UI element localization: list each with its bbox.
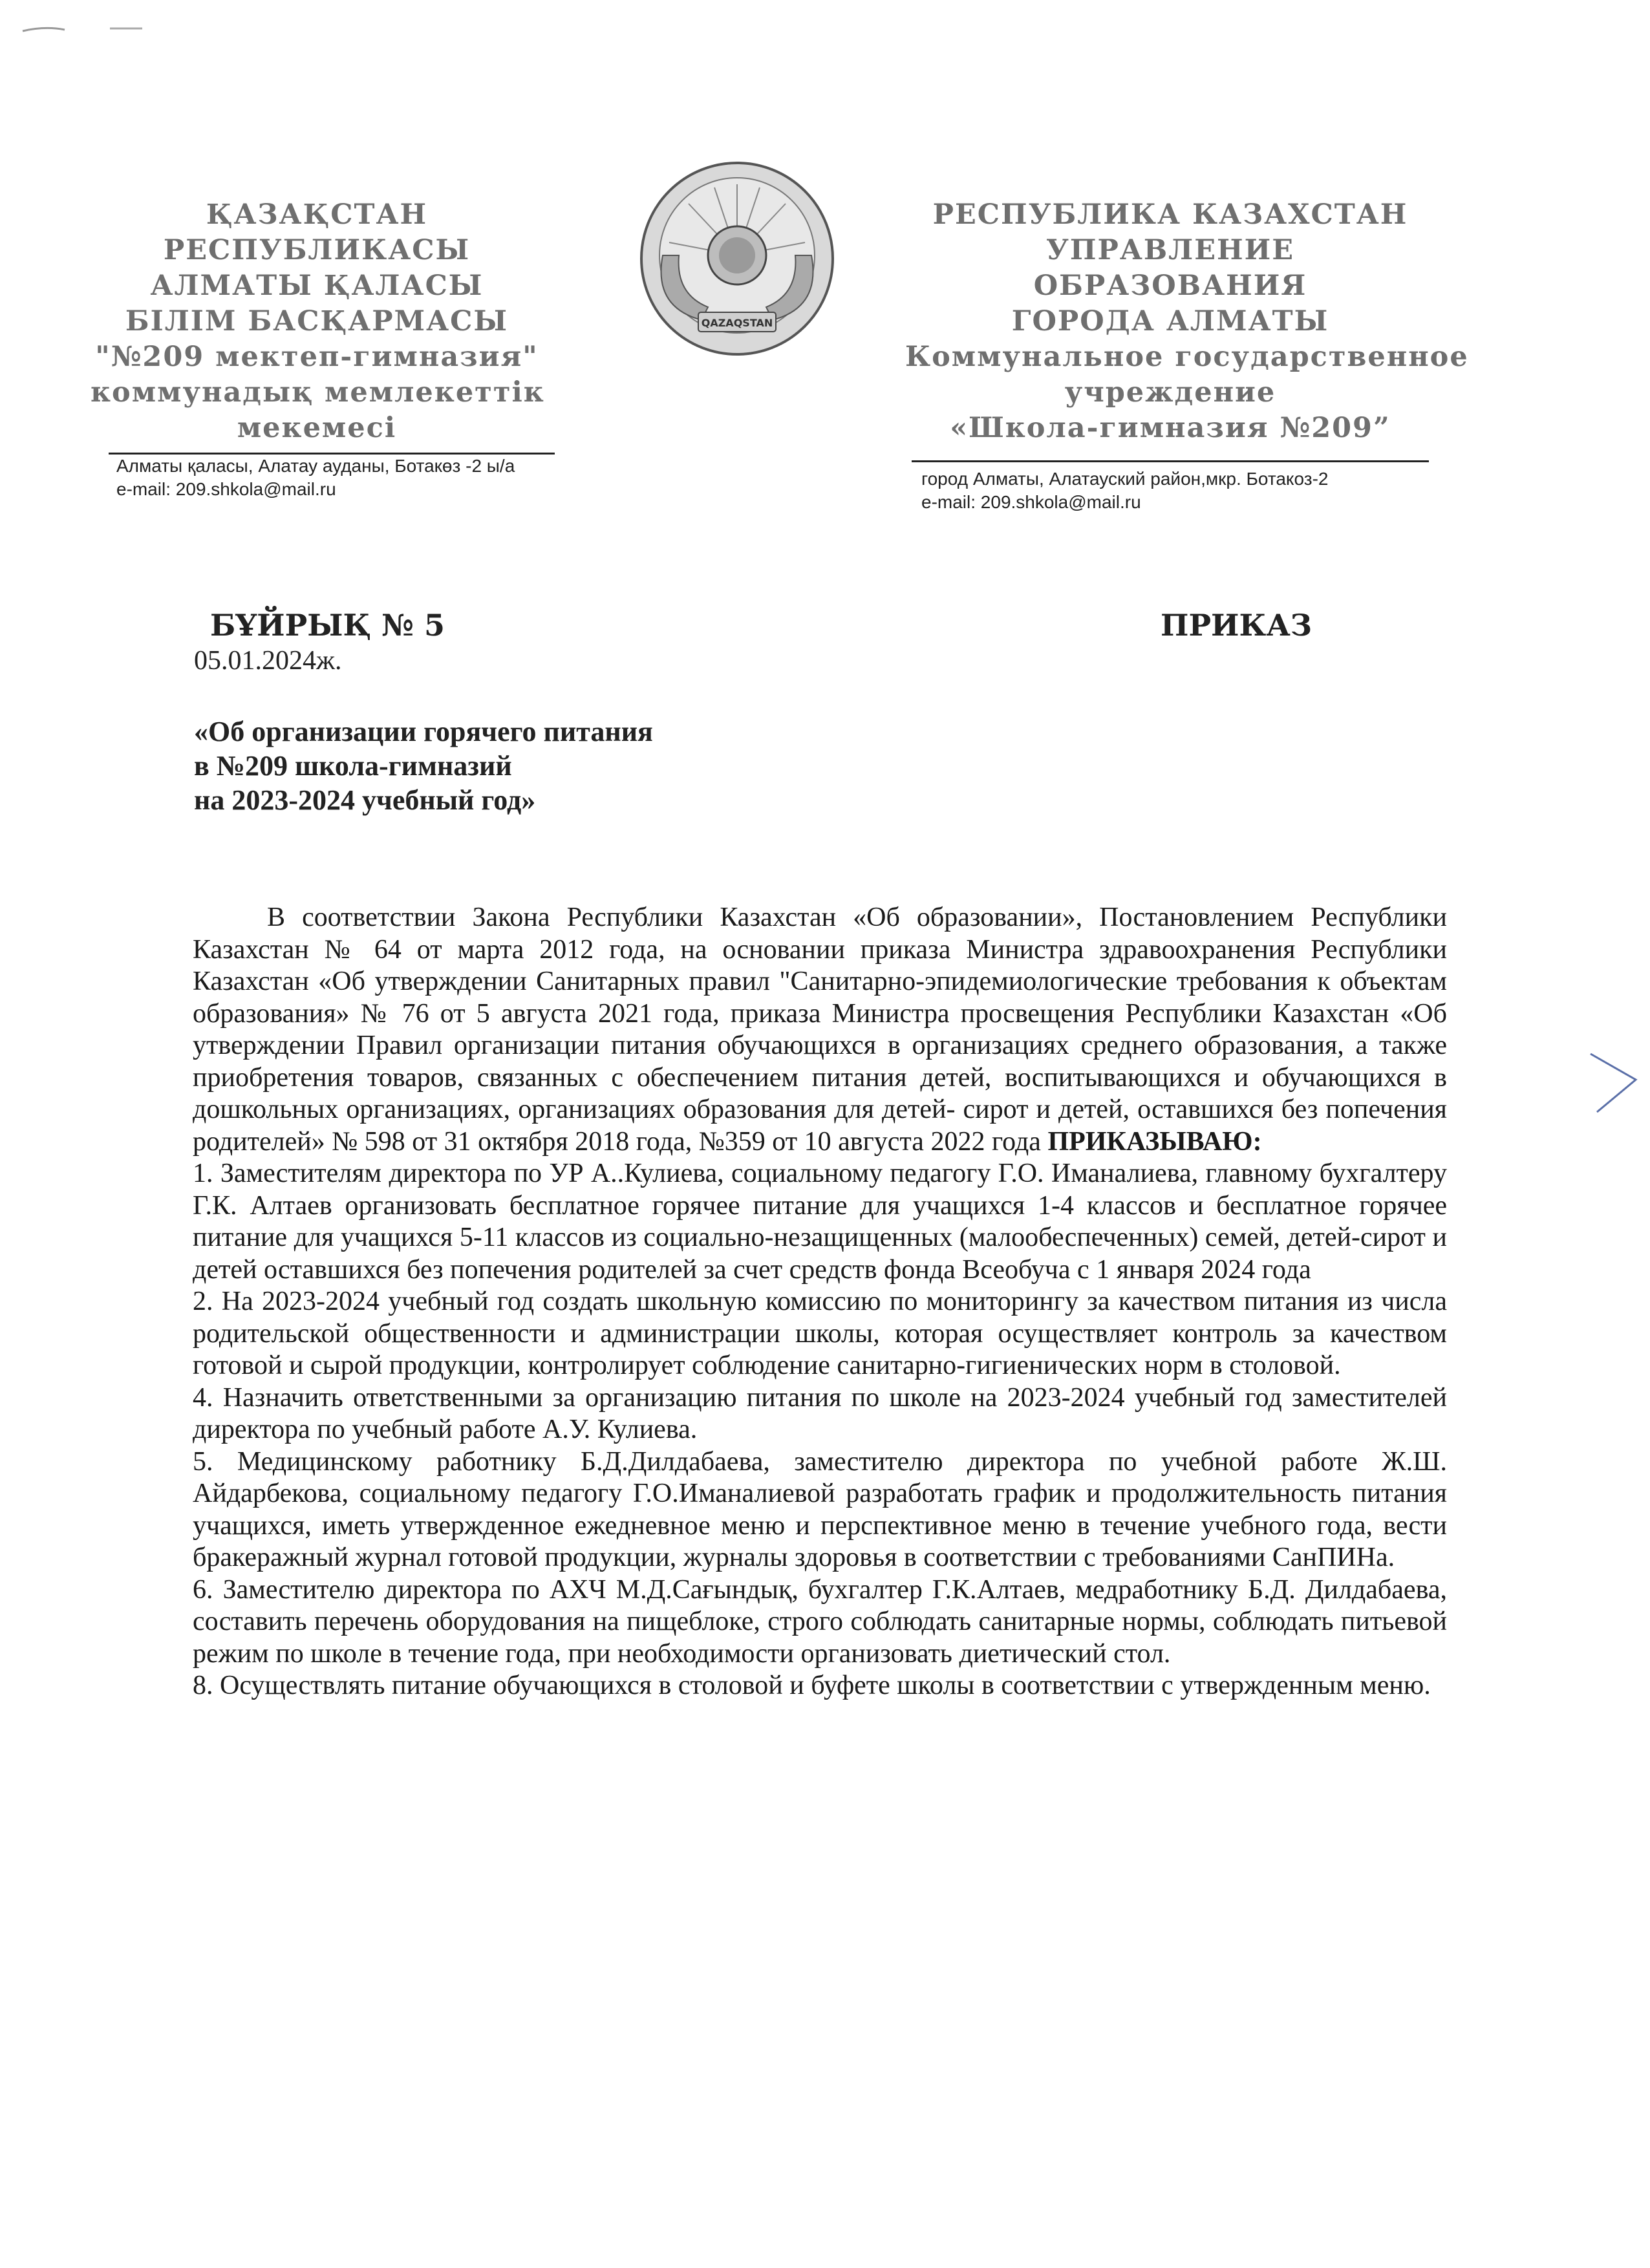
header-left-line: БІЛІМ БАСҚАРМАСЫ xyxy=(125,305,509,337)
header-right-line: ОБРАЗОВАНИЯ xyxy=(1033,270,1307,302)
margin-check-mark xyxy=(1584,1047,1642,1118)
header-left-institution xyxy=(91,197,543,446)
header-left-line: АЛМАТЫ ҚАЛАСЫ xyxy=(150,270,484,302)
header-right-line: РЕСПУБЛИКА КАЗАХСТАН xyxy=(932,198,1408,231)
order-kz-label: БҰЙРЫҚ № 5 xyxy=(210,608,445,643)
order-title-line: «Об организации горячего питания xyxy=(194,716,653,747)
state-emblem-icon xyxy=(637,158,837,359)
order-title-line: в №209 школа-гимназий xyxy=(194,750,512,782)
order-item: 1. Заместителям директора по УР А..Кулиева, социальному педагогу Г.О. Иманалиева, главному бухгалтеру Г.К. Алтаев организовать бесплатное горячее питание для учащихся 1-4 классов и бесплатное горячее питание для учащихся 5-11 классов из социально-незащищенных (малообеспеченных) семей, детей-сирот и детей оставшихся без попечения родителей за счет средств фонда Всеобуча с 1 января 2024 года xyxy=(193,1159,1447,1285)
right-email: e-mail: 209.shkola@mail.ru xyxy=(921,492,1141,512)
order-item: 6. Заместителю директора по АХЧ М.Д.Сағындық, бухгалтер Г.К.Алтаев, медработнику Б.Д. Дилдабаева, составить перечень оборудования на пищеблоке, строго соблюдать санитарные нормы, соблюдать питьевой режим по школе в течение года, при необходимости организовать диетический стол. xyxy=(193,1574,1447,1669)
header-right-line: «Школа-гимназия №209” xyxy=(950,412,1391,444)
header-right-line: Коммунальное государственное xyxy=(905,341,1469,373)
order-intro-paragraph xyxy=(193,902,1447,1158)
header-right-institution xyxy=(905,197,1469,446)
header-right-line: УПРАВЛЕНИЕ xyxy=(1045,234,1295,266)
emblem-text: QAZAQSTAN xyxy=(701,317,773,329)
order-ru-label: ПРИКАЗ xyxy=(1161,608,1312,643)
left-email: e-mail: 209.shkola@mail.ru xyxy=(116,479,336,499)
right-address-block xyxy=(921,467,1328,514)
header-right-rule xyxy=(912,460,1429,462)
left-address-block xyxy=(116,455,515,501)
order-item: 8. Осуществлять питание обучающихся в столовой и буфете школы в соответствии с утвержденным меню. xyxy=(193,1671,1431,1700)
header-left-line: мекемесі xyxy=(237,412,397,444)
header-left-line: "№209 мектеп-гимназия" xyxy=(95,341,539,373)
order-date: 05.01.2024ж. xyxy=(194,646,342,676)
header-right-line: учреждение xyxy=(1064,376,1276,409)
header-right-line: ГОРОДА АЛМАТЫ xyxy=(1011,305,1329,337)
header-left-line: ҚАЗАҚСТАН xyxy=(206,198,428,231)
left-address: Алматы қаласы, Алатау ауданы, Ботакөз -2 ы/а xyxy=(116,456,515,476)
order-item: 5. Медицинскому работнику Б.Д.Дилдабаева, заместителю директора по учебной работе Ж.Ш. Айдарбекова, социальному педагогу Г.О.Иманалиевой разработать график и продолжительность питания учащихся, иметь утвержденное ежедневное меню и перспективное меню в течение учебного года, вести бракеражный журнал готовой продукции, журналы здоровья в соответствии с требованиями СанПИНа. xyxy=(193,1446,1447,1572)
header-left-line: РЕСПУБЛИКАСЫ xyxy=(163,234,471,266)
order-title-line: на 2023-2024 учебный год» xyxy=(194,784,536,816)
order-intro-text: В соответствии Закона Республики Казахстан «Об образовании», Постановлением Республики Казахстан № 64 от марта 2012 года, на основании приказа Министра здравоохранения Республики Казахстан «Об утверждении Санитарных правил "Санитарно-эпидемиологические требования к объектам образования» № 76 от 5 августа 2021 года, приказа Министра просвещения Республики Казахстан «Об утверждении Правил организации питания обучающихся в организациях среднего образования, а также приобретения товаров, связанных с обеспечением питания детей, воспитывающихся и обучающихся в дошкольных организациях, организациях образования для детей- сирот и детей, оставшихся без попечения родителей» № 598 от 31 октября 2018 года, №359 от 10 августа 2022 года xyxy=(193,903,1447,1157)
order-directive: ПРИКАЗЫВАЮ: xyxy=(1047,1126,1262,1157)
order-body xyxy=(193,902,1447,1702)
order-title xyxy=(194,714,653,817)
order-item: 4. Назначить ответственными за организацию питания по школе на 2023-2024 учебный год заместителей директора по учебный работе А.У. Кулиева. xyxy=(193,1382,1447,1444)
right-address: город Алматы, Алатауский район,мкр. Ботакоз-2 xyxy=(921,469,1329,489)
header-left-line: коммунадық мемлекеттік xyxy=(91,376,545,409)
scan-artifact-mark xyxy=(19,19,149,39)
order-item: 2. На 2023-2024 учебный год создать школьную комиссию по мониторингу за качеством питания из числа родительской общественности и администрации школы, которая осуществляет контроль за качеством готовой и сырой продукции, контролирует соблюдение санитарно-гигиенических норм в столовой. xyxy=(193,1287,1447,1380)
